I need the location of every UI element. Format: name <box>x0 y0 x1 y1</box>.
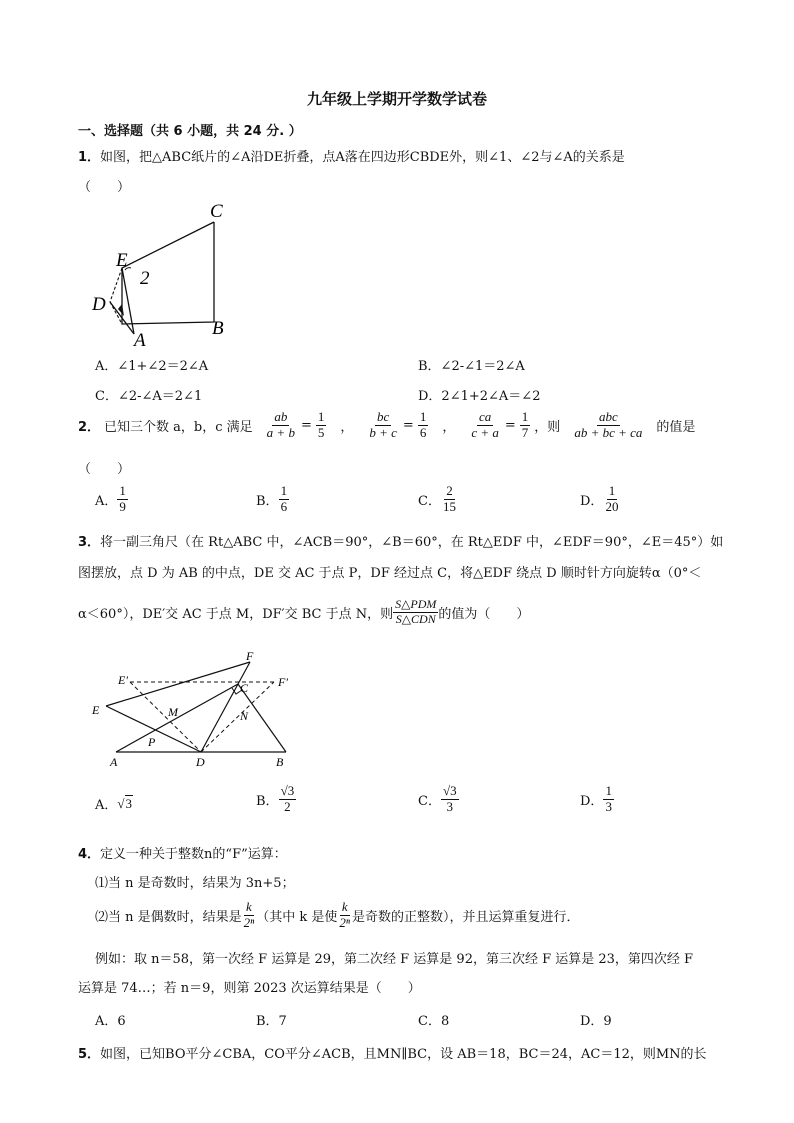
fraction-area-ratio: $\frac{\text{S△PDM}}{\text{S△CDN}}$ <box>395 597 437 626</box>
question-number: 3． <box>78 535 101 550</box>
question-number: 1． <box>78 150 101 165</box>
question-number: 2． <box>78 419 101 435</box>
q2-option-c[interactable]: C． $\frac{2}{15}$ <box>418 483 456 514</box>
q1-label-a: A <box>134 330 146 348</box>
question-text: 如图，把△ABC纸片的∠A沿DE折叠，点A落在四边形CBDE外，则∠1、∠2与∠A的关系是 <box>100 150 625 165</box>
fraction-bc: $\frac{bc}{b + c}$ <box>369 409 397 440</box>
q1-figure <box>88 196 238 348</box>
question-3-line3: α＜60°），DE′交 AC 于点 M，DF′交 BC 于点 N，则 $\frac{\text{S△PDM}}{\text{S△CDN}}$ 的值为（ ） <box>78 597 530 626</box>
question-4-line3: ⑵当 n 是偶数时，结果是 $\frac{k}{\text{2ⁿ}}$ （其中 k 是使 $\frac{k}{\text{2ⁿ}}$ 是奇数的正整数），并且运算重复进行． <box>95 899 580 930</box>
page-title: 九年级上学期开学数学试卷 <box>306 90 487 108</box>
q1-fold-line-1 <box>110 268 122 302</box>
fraction-abc: $\frac{\text{abc}}{ab + bc + ca}$ <box>574 409 643 440</box>
question-text: 已知三个数 a，b，c 满足 <box>104 419 253 435</box>
q1-label-b: B <box>212 318 224 339</box>
q1-option-d[interactable]: D．2∠1+2∠A＝∠2 <box>418 389 541 404</box>
q3-label-c: C <box>240 681 249 695</box>
q4-option-c[interactable]: C．8 <box>418 1014 450 1029</box>
question-4-line4: 例如：取 n＝58，第一次经 F 运算是 29，第二次经 F 运算是 92，第三次经 F 运算是 23，第四次经 F <box>95 952 694 967</box>
q3-line-epd <box>130 682 201 752</box>
q3-label-m: M <box>168 705 178 719</box>
q4-option-b[interactable]: B．7 <box>256 1014 287 1029</box>
answer-paren: （ ） <box>78 180 131 195</box>
q2-option-a[interactable]: A． $\frac{1}{9}$ <box>95 483 126 514</box>
q3-label-f: F <box>246 650 254 663</box>
q3-label-d: D <box>196 755 205 768</box>
fraction-k-2n: $\frac{k}{\text{2ⁿ}}$ <box>243 899 255 930</box>
q3-label-a: A <box>110 755 118 768</box>
fraction-1-5: $\frac{1}{5}$ <box>317 409 325 440</box>
question-4-line2: ⑴当 n 是奇数时，结果为 3n+5； <box>95 876 295 891</box>
q1-label-d: D <box>92 294 106 315</box>
q3-option-a[interactable]: A． √3 <box>95 795 133 813</box>
q3-option-c[interactable]: C． $\frac{√3}{3}$ <box>418 783 457 814</box>
fraction-ca: $\frac{ca}{c + a}$ <box>471 409 499 440</box>
question-4 <box>78 843 287 862</box>
q1-label-c: C <box>210 201 223 222</box>
q1-quad <box>122 222 214 324</box>
question-5 <box>78 1043 707 1062</box>
q1-label-2: 2 <box>140 268 150 289</box>
q3-label-ep: E′ <box>118 673 128 687</box>
q1-label-e: E <box>116 250 128 271</box>
fraction-1-6: $\frac{1}{6}$ <box>419 409 427 440</box>
question-3-line2: 图摆放，点 D 为 AB 的中点，DE 交 AC 于点 P，DF 经过点 C，将△EDF 绕点 D 顺时针方向旋转α（0°＜ <box>78 566 702 581</box>
section-heading: 一、选择题（共 6 小题，共 24 分. ） <box>78 124 302 139</box>
q4-option-a[interactable]: A．6 <box>95 1014 126 1029</box>
q3-option-b[interactable]: B． $\frac{√3}{2}$ <box>256 783 295 814</box>
q4-option-d[interactable]: D．9 <box>580 1014 612 1029</box>
q3-figure <box>88 650 298 768</box>
q3-label-n: N <box>240 709 249 723</box>
q2-option-b[interactable]: B． $\frac{1}{6}$ <box>256 483 288 514</box>
question-number: 4． <box>78 847 101 862</box>
fraction-1-7: $\frac{1}{7}$ <box>521 409 529 440</box>
question-text: 如图，已知BO平分∠CBA，CO平分∠ACB，且MN∥BC，设 AB＝18，BC＝24，AC＝12，则MN的长 <box>100 1047 707 1062</box>
question-number: 5． <box>78 1047 101 1062</box>
q3-label-e: E <box>92 703 100 717</box>
q2-option-d[interactable]: D． $\frac{1}{20}$ <box>580 483 619 514</box>
q3-label-p: P <box>148 735 156 749</box>
q3-label-fp: F′ <box>278 675 288 689</box>
q1-option-b[interactable]: B．∠2-∠1＝2∠A <box>418 359 525 374</box>
fraction-k-2n-b: $\frac{k}{\text{2ⁿ}}$ <box>339 899 351 930</box>
question-1 <box>78 146 625 165</box>
question-text-line1: 定义一种关于整数n的“F”运算： <box>100 847 287 862</box>
question-2: 2． 已知三个数 a，b，c 满足 $\frac{ab}{a + b}$ = $\frac{1}{5}$ ， $\frac{bc}{b + c}$ = $\frac{1}{6}$ ， $\frac{ca}{c + a}$ = $\frac{1}{7}$ ，则 $\frac{\text{abc}}{ab + bc + ca}$ 的值是 <box>78 409 696 440</box>
q1-option-c[interactable]: C．∠2-∠A＝2∠1 <box>95 389 203 404</box>
q3-label-b: B <box>276 755 284 768</box>
q1-option-a[interactable]: A．∠1+∠2＝2∠A <box>95 359 209 374</box>
q3-line-df <box>201 662 250 752</box>
q3-option-d[interactable]: D． $\frac{1}{3}$ <box>580 783 612 814</box>
answer-paren: （ ） <box>78 462 131 477</box>
fraction-ab: $\frac{ab}{a + b}$ <box>266 409 295 440</box>
question-3 <box>78 531 723 550</box>
question-4-line5: 运算是 74…；若 n＝9，则第 2023 次运算结果是（ ） <box>78 981 421 996</box>
question-text-line1: 将一副三角尺（在 Rt△ABC 中，∠ACB＝90°，∠B＝60°，在 Rt△EDF 中，∠EDF＝90°，∠E＝45°）如 <box>100 535 724 550</box>
